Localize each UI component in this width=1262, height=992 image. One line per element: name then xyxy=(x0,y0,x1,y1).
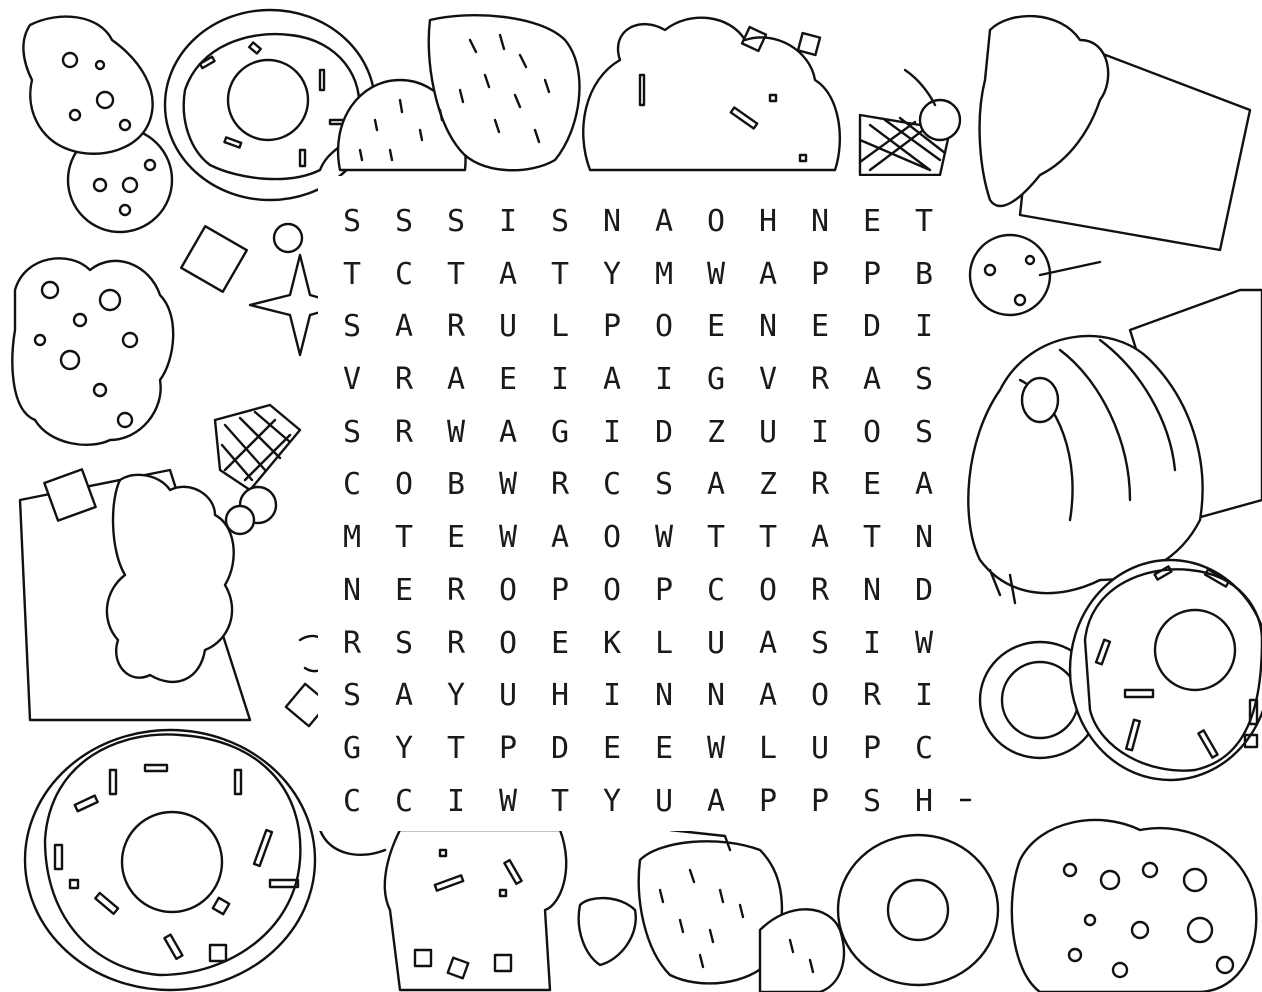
grid-letter[interactable]: T xyxy=(758,520,778,556)
grid-letter[interactable]: I xyxy=(446,783,466,819)
grid-letter[interactable]: V xyxy=(758,362,778,398)
grid-letter[interactable]: C xyxy=(394,256,414,292)
grid-letter[interactable]: W xyxy=(706,256,726,292)
grid-letter[interactable]: W xyxy=(706,730,726,766)
grid-letter[interactable]: R xyxy=(342,625,362,661)
grid-letter[interactable]: G xyxy=(706,362,726,398)
grid-letter[interactable]: T xyxy=(862,520,882,556)
cookie-icon xyxy=(1012,820,1256,992)
grid-letter[interactable]: Z xyxy=(758,467,778,503)
grid-letter[interactable]: E xyxy=(810,309,830,345)
grid-letter[interactable]: S xyxy=(862,783,882,819)
grid-letter[interactable]: S xyxy=(342,678,362,714)
donut-icon xyxy=(165,10,375,200)
strawberry-icon xyxy=(338,15,579,170)
grid-letter[interactable]: O xyxy=(394,467,414,503)
grid-letter[interactable]: G xyxy=(550,414,570,450)
strawberry-icon xyxy=(579,841,844,992)
grid-letter[interactable]: T xyxy=(446,256,466,292)
grid-letter[interactable]: A xyxy=(394,678,414,714)
grid-letter[interactable]: U xyxy=(498,309,518,345)
grid-letter[interactable]: D xyxy=(862,309,882,345)
grid-letter[interactable]: S xyxy=(342,204,362,239)
grid-letter[interactable]: R xyxy=(862,678,882,714)
grid-letter[interactable]: N xyxy=(342,572,362,608)
grid-letter[interactable]: I xyxy=(654,362,674,398)
grid-letter[interactable]: H xyxy=(758,204,778,239)
grid-letter[interactable]: T xyxy=(914,204,934,239)
grid-letter[interactable]: P xyxy=(498,730,518,766)
grid-letter[interactable]: M xyxy=(654,256,674,292)
grid-letter[interactable]: O xyxy=(862,414,882,450)
grid-letter[interactable]: E xyxy=(446,520,466,556)
grid-letter[interactable]: A xyxy=(914,467,934,503)
cupcake-icon xyxy=(583,18,840,170)
grid-letter[interactable]: T xyxy=(394,520,414,556)
grid-letter[interactable]: I xyxy=(862,625,882,661)
grid-letter[interactable]: B xyxy=(914,256,934,292)
grid-letter[interactable]: O xyxy=(498,625,518,661)
grid-letter[interactable]: R xyxy=(394,362,414,398)
grid-letter[interactable]: T xyxy=(342,256,362,292)
grid-letter[interactable]: I xyxy=(602,414,622,450)
grid-letter[interactable]: E xyxy=(394,572,414,608)
grid-letter[interactable]: S xyxy=(654,467,674,503)
grid-letter[interactable]: C xyxy=(914,730,934,766)
grid-letter[interactable]: O xyxy=(498,572,518,608)
grid-letter[interactable]: N xyxy=(654,678,674,714)
grid-letter[interactable]: I xyxy=(914,309,934,345)
grid-letter[interactable]: A xyxy=(862,362,882,398)
cupcake-icon xyxy=(12,258,173,445)
grid-letter[interactable]: O xyxy=(654,309,674,345)
grid-letter[interactable]: A xyxy=(758,256,778,292)
grid-letter[interactable]: G xyxy=(342,730,362,766)
cupcake-icon xyxy=(385,830,566,990)
grid-letter[interactable]: E xyxy=(602,730,622,766)
grid-letter[interactable]: T xyxy=(550,783,570,819)
grid-letter[interactable]: R xyxy=(446,309,466,345)
grid-letter[interactable]: A xyxy=(550,520,570,556)
grid-letter[interactable]: A xyxy=(758,625,778,661)
grid-letter[interactable]: R xyxy=(810,467,830,503)
grid-letter[interactable]: U xyxy=(706,625,726,661)
grid-letter[interactable]: R xyxy=(810,572,830,608)
grid-letter[interactable]: N xyxy=(758,309,778,345)
grid-letter[interactable]: C xyxy=(342,467,362,503)
grid-letter[interactable]: E xyxy=(498,362,518,398)
grid-letter[interactable]: D xyxy=(914,572,934,608)
grid-letter[interactable]: H xyxy=(550,678,570,714)
grid-letter[interactable]: T xyxy=(706,520,726,556)
grid-letter[interactable]: D xyxy=(550,730,570,766)
grid-letter[interactable]: P xyxy=(602,309,622,345)
grid-letter[interactable]: A xyxy=(654,204,674,239)
grid-letter[interactable]: B xyxy=(446,467,466,503)
grid-letter[interactable]: A xyxy=(706,467,726,503)
grid-letter[interactable]: P xyxy=(810,256,830,292)
grid-letter[interactable]: A xyxy=(498,414,518,450)
grid-letter[interactable]: A xyxy=(498,256,518,292)
grid-letter[interactable]: O xyxy=(706,204,726,239)
grid-letter[interactable]: R xyxy=(550,467,570,503)
grid-letter[interactable]: I xyxy=(602,678,622,714)
grid-letter[interactable]: C xyxy=(706,572,726,608)
grid-letter[interactable]: T xyxy=(550,256,570,292)
grid-letter[interactable]: N xyxy=(810,204,830,239)
grid-letter[interactable]: S xyxy=(394,204,414,239)
grid-letter[interactable]: R xyxy=(810,362,830,398)
grid-letter[interactable]: W xyxy=(498,520,518,556)
grid-letter[interactable]: M xyxy=(342,520,362,556)
grid-letter[interactable]: S xyxy=(394,625,414,661)
grid-letter[interactable]: A xyxy=(810,520,830,556)
grid-letter[interactable]: R xyxy=(446,572,466,608)
grid-letter[interactable]: A xyxy=(706,783,726,819)
grid-letter[interactable]: N xyxy=(914,520,934,556)
grid-letter[interactable]: S xyxy=(914,414,934,450)
donut-icon xyxy=(25,730,315,990)
grid-letter[interactable]: P xyxy=(810,783,830,819)
grid-letter[interactable]: Z xyxy=(706,414,726,450)
grid-letter[interactable]: E xyxy=(862,204,882,239)
cookie-icon xyxy=(23,17,172,232)
ice-cream-cone-icon xyxy=(968,290,1262,603)
grid-letter[interactable]: P xyxy=(550,572,570,608)
grid-letter[interactable]: N xyxy=(602,204,622,239)
grid-letter[interactable]: S xyxy=(914,362,934,398)
grid-letter[interactable]: S xyxy=(342,309,362,345)
milkshake-icon xyxy=(20,405,300,720)
grid-letter[interactable]: O xyxy=(602,520,622,556)
cookie-icon xyxy=(970,235,1100,315)
grid-letter[interactable]: W xyxy=(914,625,934,661)
grid-letter[interactable]: I xyxy=(498,204,518,239)
grid-letter[interactable]: C xyxy=(342,783,362,819)
grid-letter[interactable]: P xyxy=(654,572,674,608)
grid-letter[interactable]: Y xyxy=(394,730,414,766)
grid-letter[interactable]: W xyxy=(498,467,518,503)
grid-letter[interactable]: I xyxy=(914,678,934,714)
grid-letter[interactable]: W xyxy=(654,520,674,556)
grid-letter[interactable]: U xyxy=(654,783,674,819)
grid-letter[interactable]: V xyxy=(342,362,362,398)
grid-letter[interactable]: E xyxy=(862,467,882,503)
grid-letter[interactable]: R xyxy=(394,414,414,450)
grid-letter[interactable]: A xyxy=(446,362,466,398)
grid-letter[interactable]: W xyxy=(446,414,466,450)
grid-letter[interactable]: E xyxy=(654,730,674,766)
grid-letter[interactable]: Y xyxy=(602,783,622,819)
grid-letter[interactable]: H xyxy=(914,783,934,819)
grid-letter[interactable]: W xyxy=(498,783,518,819)
grid-letter[interactable]: A xyxy=(758,678,778,714)
grid-letter[interactable]: P xyxy=(758,783,778,819)
grid-letter[interactable]: L xyxy=(550,309,570,345)
grid-letter[interactable]: N xyxy=(706,678,726,714)
grid-letter[interactable]: I xyxy=(810,414,830,450)
grid-letter[interactable]: D xyxy=(654,414,674,450)
grid-letter[interactable]: S xyxy=(446,204,466,239)
grid-letter[interactable]: A xyxy=(394,309,414,345)
grid-letter[interactable]: C xyxy=(394,783,414,819)
grid-letter[interactable]: I xyxy=(550,362,570,398)
grid-letter[interactable]: S xyxy=(342,414,362,450)
grid-letter[interactable]: Y xyxy=(446,678,466,714)
grid-letter[interactable]: S xyxy=(810,625,830,661)
grid-letter[interactable]: L xyxy=(758,730,778,766)
grid-letter[interactable]: R xyxy=(446,625,466,661)
grid-letter[interactable]: O xyxy=(810,678,830,714)
grid-letter[interactable]: Y xyxy=(602,256,622,292)
grid-letter[interactable]: P xyxy=(862,256,882,292)
grid-letter[interactable]: N xyxy=(862,572,882,608)
grid-letter[interactable]: S xyxy=(550,204,570,239)
grid-letter[interactable]: A xyxy=(602,362,622,398)
grid-letter[interactable]: U xyxy=(758,414,778,450)
grid-letter[interactable]: O xyxy=(758,572,778,608)
grid-letter[interactable]: O xyxy=(602,572,622,608)
grid-letter[interactable]: P xyxy=(862,730,882,766)
grid-letter[interactable]: E xyxy=(706,309,726,345)
donut-icon xyxy=(1070,560,1262,780)
word-search-grid xyxy=(326,196,950,828)
grid-letter[interactable]: E xyxy=(550,625,570,661)
grid-letter[interactable]: T xyxy=(446,730,466,766)
grid-letter[interactable]: U xyxy=(498,678,518,714)
grid-letter[interactable]: C xyxy=(602,467,622,503)
grid-letter[interactable]: U xyxy=(810,730,830,766)
grid-letter[interactable]: K xyxy=(602,625,622,661)
grid-letter[interactable]: L xyxy=(654,625,674,661)
